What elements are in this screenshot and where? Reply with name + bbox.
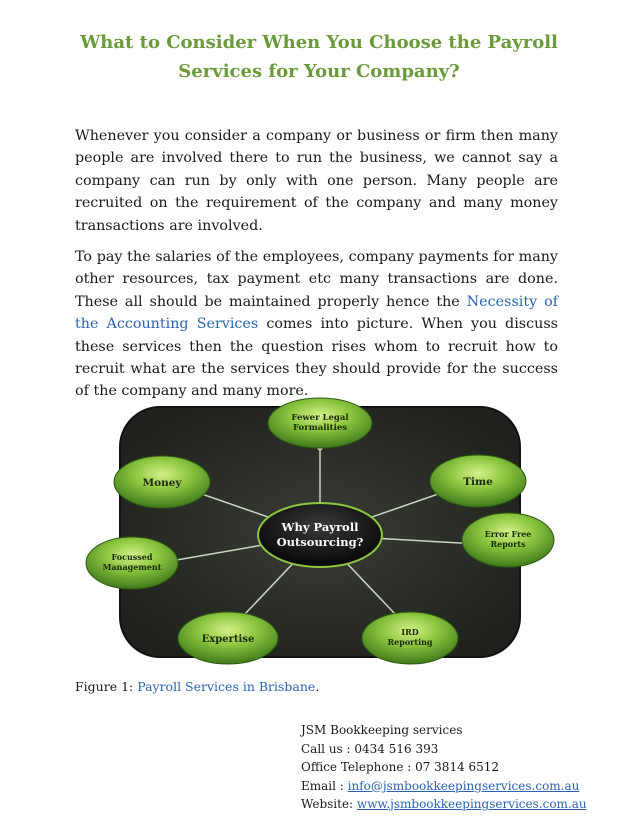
node-ird-line1: IRD: [401, 627, 419, 637]
caption-suffix: .: [315, 679, 320, 694]
contact-footer: [301, 721, 587, 814]
node-focussed-line1: Focussed: [111, 552, 153, 562]
document-title: What to Consider When You Choose the Payroll Services for Your Company?: [80, 32, 558, 82]
center-node: [258, 503, 382, 567]
center-label-line2: Outsourcing?: [276, 535, 364, 549]
paragraph-text-after: comes into picture. When you discuss these services then the question rises whom to recruit how to recruit what are the services they should provide for the success of the company and many more.: [75, 316, 559, 400]
node-money-label: Money: [142, 477, 182, 489]
node-money: [114, 456, 210, 508]
footer-website-link[interactable]: www.jsmbookkeepingservices.com.au: [356, 797, 587, 811]
node-expertise-label: Expertise: [201, 634, 255, 645]
payroll-outsourcing-diagram: [80, 395, 560, 668]
node-time: [430, 455, 526, 507]
node-fewer-legal-formalities: [268, 398, 372, 448]
node-expertise: [178, 612, 278, 664]
node-error-free-reports: [462, 513, 554, 567]
paragraph-text-before: To pay the salaries of the employees, company payments for many other resources, tax payment etc many transactions are done. These all should be maintained properly hence the: [75, 249, 558, 310]
node-legal-line2: Formalities: [292, 423, 348, 433]
figure-caption: [75, 679, 319, 694]
node-focussed-line2: Management: [102, 562, 162, 572]
footer-call: Call us : 0434 516 393: [301, 741, 439, 756]
node-time-label: Time: [463, 476, 493, 488]
paragraph-intro: Whenever you consider a company or business or firm then many people are involved there to run the business, we cannot say a company can run by only with one person. Many people are recruited on the requirement of the company and many money transactions are involved.: [75, 128, 558, 234]
node-error-line1: Error Free: [484, 529, 532, 539]
node-error-line2: Reports: [490, 539, 526, 549]
footer-email-link[interactable]: info@jsmbookkeepingservices.com.au: [347, 778, 580, 793]
payroll-services-brisbane-link[interactable]: Payroll Services in Brisbane: [137, 679, 316, 694]
footer-office-phone: Office Telephone : 07 3814 6512: [301, 760, 500, 774]
accounting-services-link[interactable]: Necessity of the Accounting Services: [75, 293, 558, 333]
footer-email-row: [301, 777, 587, 796]
footer-company: JSM Bookkeeping services: [301, 723, 463, 737]
node-ird-line2: Reporting: [387, 637, 433, 647]
node-focussed-management: [86, 537, 178, 589]
node-legal-line1: Fewer Legal: [291, 413, 349, 423]
node-ird-reporting: [362, 612, 458, 664]
footer-website-row: [301, 795, 587, 814]
center-label-line1: Why Payroll: [281, 520, 359, 534]
paragraph-accounting: [75, 246, 558, 403]
footer-website-label: Website:: [301, 797, 357, 811]
caption-prefix: Figure 1:: [75, 679, 138, 694]
footer-email-label: Email :: [301, 778, 348, 793]
